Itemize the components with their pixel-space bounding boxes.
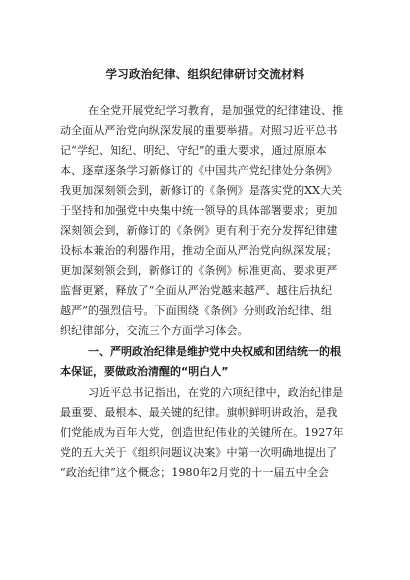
text-line: 设标本兼治的利器作用，推动全面从严治党向纵深发展； [60,244,338,257]
text-line: 动全面从严治党向纵深发展的重要举措。对照习近平总书 [60,124,338,137]
text-line: 习近平总书记指出，在党的六项纪律中，政治纪律是 [88,386,344,399]
text-line: 越严”的强烈信号。下面围绕《条例》分则政治纪律、组 [60,304,333,317]
text-line: 织纪律部分，交流三个方面学习体会。 [60,324,249,337]
text-line: 于坚持和加强党中央集中统一领导的具体部署要求；更加 [60,204,338,217]
text-line: 监督更紧，释放了“全面从严治党越来越严、越往后执纪 [60,284,333,297]
text-line: 记“学纪、知纪、明纪、守纪”的重大要求，通过原原本 [60,144,327,157]
text-line: 最重要、最根本、最关键的纪律。旗帜鲜明讲政治，是我 [60,406,338,419]
document-title: 学习政治纪律、组织纪律研讨交流材料 [105,67,305,81]
text-line: 本、逐章逐条学习新修订的《中国共产党纪律处分条例》 [60,164,338,177]
text-line: 们党能成为百年大党，创造世纪伟业的关键所在。1927年 [60,426,344,439]
text-line: 在全党开展党纪学习教育，是加强党的纪律建设、推 [88,104,344,117]
text-line: 深刻领会到，新修订的《条例》更有利于充分发挥纪律建 [60,224,338,237]
text-line: 党的五大关于《组织问题议决案》中第一次明确地提出了 [60,446,338,459]
text-line: 更加深刻领会到，新修订的《条例》标准更高、要求更严 [60,264,338,277]
heading-line: 本保证，要做政治清醒的“明白人” [60,365,229,378]
text-line: “政治纪律”这个概念；1980年2月党的十一届五中全会 [60,466,329,479]
heading-line: 一、严明政治纪律是维护党中央权威和团结统一的根 [88,345,341,358]
text-line: 我更加深刻领会到，新修订的《条例》是落实党的XX大关 [60,184,343,197]
